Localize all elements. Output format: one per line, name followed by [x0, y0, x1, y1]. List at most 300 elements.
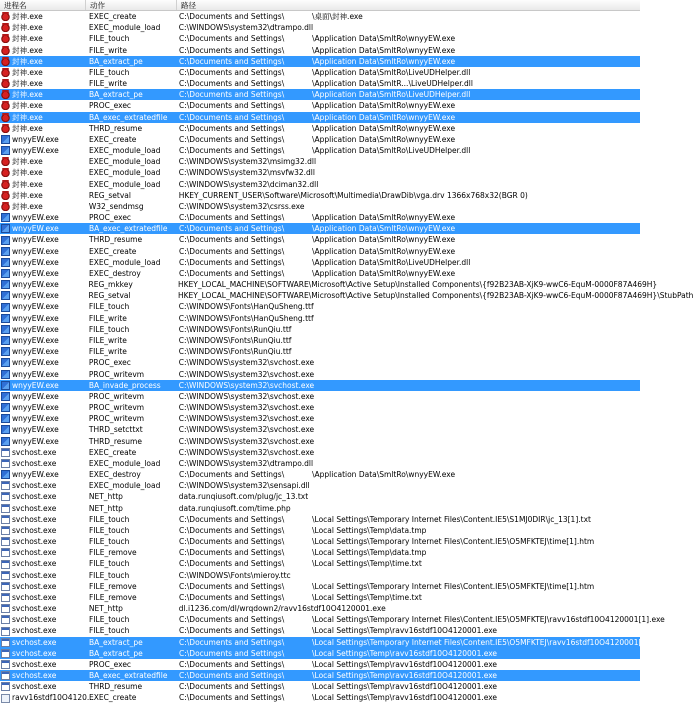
event-row[interactable]: [0, 56, 640, 67]
process-cell: [0, 22, 88, 33]
path-cell: C:\Documents and Settings\: [179, 146, 285, 156]
path-detail-cell: \Local Settings\Temp\ravv16stdf10O4120001.exe: [312, 659, 498, 669]
path-cell: C:\Documents and Settings\: [179, 213, 285, 223]
event-row[interactable]: [0, 67, 640, 78]
action-cell: FILE_touch: [89, 525, 130, 535]
event-row[interactable]: [0, 190, 640, 201]
process-name: svchost.exe: [12, 548, 57, 558]
application-icon: [1, 269, 10, 278]
application-icon: [1, 247, 10, 256]
path-cell: C:\WINDOWS\Fonts\RunQiu.ttf: [178, 335, 292, 345]
process-cell: [0, 89, 88, 100]
application-icon: [1, 280, 10, 289]
path-cell: C:\Documents and Settings\: [179, 224, 285, 234]
path-cell: C:\Documents and Settings\: [179, 693, 285, 703]
action-cell: FILE_touch: [89, 514, 130, 524]
event-row[interactable]: [0, 413, 640, 424]
path-cell: C:\Documents and Settings\: [179, 246, 285, 256]
path-cell: HKEY_CURRENT_USER\Software\Microsoft\Multimedia\DrawDib\vga.drv 1366x768x32(BGR 0): [178, 190, 528, 200]
process-name: 封神.exe: [12, 157, 43, 167]
action-cell: FILE_touch: [88, 324, 130, 334]
service-window-icon: [1, 649, 10, 658]
event-row[interactable]: [0, 301, 640, 312]
application-icon: [1, 370, 10, 379]
event-row[interactable]: [0, 670, 640, 681]
action-cell: BA_exec_extratedfile: [89, 671, 168, 681]
process-cell: [0, 123, 88, 134]
path-cell: C:\WINDOWS\system32\svchost.exe: [178, 414, 315, 424]
path-cell: C:\Documents and Settings\: [179, 34, 285, 44]
event-row[interactable]: [0, 369, 640, 380]
event-row[interactable]: [0, 324, 640, 335]
process-name: wnyyEW.exe: [12, 268, 59, 278]
event-row[interactable]: [0, 681, 640, 692]
process-cell: [0, 413, 88, 424]
application-icon: [1, 325, 10, 334]
action-cell: EXEC_destroy: [89, 470, 141, 480]
process-name: wnyyEW.exe: [12, 280, 59, 290]
malware-process-icon: [1, 113, 10, 122]
process-cell: [0, 614, 88, 625]
event-row[interactable]: [0, 592, 640, 603]
event-row[interactable]: [0, 514, 640, 525]
action-cell: FILE_touch: [89, 626, 130, 636]
path-detail-cell: \Application Data\SmltRo\wnyyEW.exe: [312, 123, 456, 133]
path-cell: C:\Documents and Settings\: [179, 123, 285, 133]
path-cell: C:\WINDOWS\system32\msimg32.dll: [178, 157, 317, 167]
path-cell: C:\WINDOWS\Fonts\RunQiu.ttf: [178, 347, 292, 357]
path-cell: data.runqiusoft.com/plug/jc_13.txt: [178, 492, 309, 502]
process-cell: [0, 514, 88, 525]
action-cell: EXEC_module_load: [88, 481, 161, 491]
path-cell: C:\WINDOWS\Fonts\mieroy.ttc: [178, 570, 291, 580]
path-cell: C:\Documents and Settings\: [179, 79, 285, 89]
process-cell: [0, 402, 88, 413]
path-detail-cell: \Local Settings\Temp\ravv16stdf10O4120001.exe: [312, 682, 498, 692]
process-name: wnyyEW.exe: [12, 347, 59, 357]
event-row[interactable]: [0, 625, 640, 636]
event-row[interactable]: [0, 78, 640, 89]
path-cell: C:\Documents and Settings\: [179, 559, 285, 569]
event-row[interactable]: [0, 145, 640, 156]
action-cell: THRD_resume: [88, 436, 142, 446]
path-cell: C:\Documents and Settings\: [179, 470, 285, 480]
path-cell: C:\Documents and Settings\: [179, 134, 285, 144]
process-cell: [0, 346, 88, 357]
process-cell: [0, 190, 88, 201]
action-cell: REG_setval: [88, 291, 131, 301]
event-row[interactable]: [0, 603, 640, 614]
action-cell: PROC_writevm: [88, 403, 145, 413]
event-row[interactable]: [0, 525, 640, 536]
action-cell: THRD_resume: [89, 682, 143, 692]
process-cell: [0, 592, 88, 603]
event-row[interactable]: [0, 536, 640, 547]
process-name: svchost.exe: [12, 671, 57, 681]
process-name: 封神.exe: [12, 123, 43, 133]
process-name: wnyyEW.exe: [12, 257, 59, 267]
process-cell: [0, 436, 88, 447]
path-cell: C:\WINDOWS\system32\svchost.exe: [178, 447, 315, 457]
event-row[interactable]: [0, 402, 640, 413]
service-window-icon: [1, 682, 10, 691]
process-cell: [0, 637, 88, 648]
application-icon: [1, 414, 10, 423]
process-name: 封神.exe: [12, 90, 43, 100]
event-row[interactable]: [0, 223, 640, 234]
service-window-icon: [1, 481, 10, 490]
path-cell: C:\Documents and Settings\: [179, 101, 285, 111]
path-cell: C:\Documents and Settings\: [179, 525, 285, 535]
process-cell: [0, 45, 88, 56]
action-cell: EXEC_create: [89, 693, 137, 703]
path-detail-cell: \Local Settings\Temp\time.txt: [312, 592, 422, 602]
process-cell: [0, 145, 88, 156]
process-name: wnyyEW.exe: [12, 246, 59, 256]
path-cell: C:\WINDOWS\system32\svchost.exe: [178, 369, 315, 379]
process-name: wnyyEW.exe: [12, 291, 59, 301]
event-row[interactable]: [0, 201, 640, 212]
event-row[interactable]: [0, 246, 640, 257]
path-detail-cell: \Application Data\SmltRo\wnyyEW.exe: [312, 56, 456, 66]
event-row[interactable]: [0, 112, 640, 123]
process-cell: [0, 313, 88, 324]
event-row[interactable]: [0, 424, 640, 435]
event-row[interactable]: [0, 614, 665, 625]
path-detail-cell: \Application Data\SmltR...\LiveUDHelper.dll: [312, 79, 473, 89]
application-icon: [1, 213, 10, 222]
action-cell: THRD_resume: [89, 235, 143, 245]
process-cell: [0, 201, 88, 212]
path-cell: C:\WINDOWS\Fonts\HanQuSheng.ttf: [178, 313, 314, 323]
process-cell: [0, 257, 88, 268]
service-window-icon: [1, 537, 10, 546]
action-cell: THRD_setcttxt: [88, 425, 143, 435]
action-cell: BA_extract_pe: [89, 90, 143, 100]
event-row[interactable]: [0, 100, 640, 111]
event-row[interactable]: [0, 123, 640, 134]
path-cell: C:\WINDOWS\system32\dciman32.dll: [178, 179, 319, 189]
application-icon: [1, 403, 10, 412]
process-cell: [0, 648, 88, 659]
path-cell: C:\Documents and Settings\: [179, 112, 285, 122]
event-row[interactable]: [0, 212, 640, 223]
process-cell: [0, 536, 88, 547]
event-row[interactable]: [0, 547, 640, 558]
process-name: svchost.exe: [12, 481, 57, 491]
event-row[interactable]: [0, 447, 640, 458]
path-cell: C:\WINDOWS\system32\svchost.exe: [178, 436, 315, 446]
path-cell: C:\WINDOWS\system32\csrss.exe: [178, 201, 305, 211]
event-row[interactable]: [0, 257, 640, 268]
event-row[interactable]: [0, 648, 640, 659]
list-header: [0, 0, 640, 11]
event-row[interactable]: [0, 335, 640, 346]
service-window-icon: [1, 571, 10, 580]
action-cell: PROC_exec: [88, 358, 131, 368]
path-cell: HKEY_LOCAL_MACHINE\SOFTWARE\Microsoft\Active Setup\Installed Components\{f92B23AB-XjK9-wwC6-EquM-0000F87A469H}: [178, 280, 658, 290]
process-name: svchost.exe: [12, 659, 57, 669]
action-cell: FILE_remove: [89, 548, 137, 558]
event-row[interactable]: [0, 380, 640, 391]
path-cell: C:\Documents and Settings\: [179, 615, 285, 625]
event-row[interactable]: [0, 692, 640, 703]
event-row[interactable]: [0, 346, 640, 357]
action-cell: BA_extract_pe: [89, 648, 143, 658]
process-name: wnyyEW.exe: [12, 414, 59, 424]
path-cell: C:\Documents and Settings\: [179, 67, 285, 77]
event-row[interactable]: [0, 167, 640, 178]
application-icon: [1, 392, 10, 401]
process-name: wnyyEW.exe: [12, 436, 59, 446]
path-cell: C:\Documents and Settings\: [179, 235, 285, 245]
application-icon: [1, 236, 10, 245]
column-header-process[interactable]: 进程名: [0, 0, 86, 10]
path-cell: C:\WINDOWS\Fonts\HanQuSheng.ttf: [178, 302, 314, 312]
action-cell: BA_extract_pe: [89, 56, 143, 66]
process-cell: [0, 234, 88, 245]
process-name: 封神.exe: [12, 79, 43, 89]
process-cell: [0, 67, 88, 78]
application-icon: [1, 358, 10, 367]
path-detail-cell: \Application Data\SmltRo\wnyyEW.exe: [312, 34, 456, 44]
path-cell: C:\Documents and Settings\: [179, 626, 285, 636]
event-row[interactable]: [0, 570, 640, 581]
event-row[interactable]: [0, 313, 640, 324]
event-row[interactable]: [0, 234, 640, 245]
process-name: wnyyEW.exe: [12, 324, 59, 334]
process-name: 封神.exe: [12, 112, 43, 122]
process-cell: [0, 692, 95, 703]
service-window-icon: [1, 593, 10, 602]
path-cell: C:\WINDOWS\system32\dtrampo.dll: [178, 23, 314, 33]
event-row[interactable]: [0, 436, 640, 447]
path-cell: C:\Documents and Settings\: [179, 548, 285, 558]
action-cell: FILE_write: [88, 335, 127, 345]
malware-process-icon: [1, 46, 10, 55]
path-cell: C:\Documents and Settings\: [179, 514, 285, 524]
process-cell: [0, 547, 88, 558]
path-cell: C:\Documents and Settings\: [179, 581, 285, 591]
action-cell: PROC_exec: [89, 101, 132, 111]
path-cell: C:\Documents and Settings\: [179, 659, 285, 669]
event-row[interactable]: [0, 357, 640, 368]
process-name: svchost.exe: [12, 592, 57, 602]
application-icon: [1, 347, 10, 356]
process-name: svchost.exe: [12, 514, 57, 524]
event-row[interactable]: [0, 558, 640, 569]
path-cell: C:\WINDOWS\system32\svchost.exe: [178, 403, 315, 413]
event-row[interactable]: [0, 156, 640, 167]
process-cell: [0, 469, 88, 480]
path-cell: C:\Documents and Settings\: [179, 537, 285, 547]
path-cell: dl.i1236.com/dl/wrqdown2/ravv16stdf10O4120001.exe: [178, 604, 386, 614]
action-cell: EXEC_create: [88, 447, 137, 457]
event-row[interactable]: [0, 179, 640, 190]
path-detail-cell: \Application Data\SmltRo\LiveUDHelper.dll: [312, 146, 471, 156]
path-detail-cell: \Application Data\SmltRo\wnyyEW.exe: [312, 235, 456, 245]
process-name: wnyyEW.exe: [12, 369, 59, 379]
application-icon: [1, 135, 10, 144]
malware-process-icon: [1, 90, 10, 99]
service-window-icon: [1, 448, 10, 457]
path-detail-cell: \Local Settings\Temp\time.txt: [312, 559, 422, 569]
action-cell: FILE_touch: [88, 302, 130, 312]
path-detail-cell: \Application Data\SmltRo\wnyyEW.exe: [312, 134, 456, 144]
path-cell: C:\Documents and Settings\: [179, 56, 285, 66]
path-cell: C:\Documents and Settings\: [179, 671, 285, 681]
path-detail-cell: \Application Data\SmltRo\wnyyEW.exe: [312, 224, 456, 234]
action-cell: THRD_resume: [89, 123, 143, 133]
application-icon: [1, 470, 10, 479]
event-row[interactable]: [0, 480, 640, 491]
path-cell: C:\WINDOWS\system32\svchost.exe: [178, 425, 315, 435]
action-cell: EXEC_create: [89, 12, 137, 21]
process-name: 封神.exe: [12, 190, 43, 200]
event-row[interactable]: [0, 134, 640, 145]
action-cell: EXEC_module_load: [89, 146, 161, 156]
malware-process-icon: [1, 101, 10, 110]
process-cell: [0, 603, 88, 614]
event-row[interactable]: [0, 469, 640, 480]
process-name: 封神.exe: [12, 101, 43, 111]
malware-process-icon: [1, 68, 10, 77]
process-cell: [0, 78, 88, 89]
event-row[interactable]: [0, 22, 640, 33]
path-detail-cell: \Application Data\SmltRo\wnyyEW.exe: [312, 45, 456, 55]
action-cell: FILE_touch: [89, 34, 130, 44]
event-row[interactable]: [0, 491, 640, 502]
action-cell: EXEC_module_load: [88, 168, 161, 178]
column-header-path[interactable]: 路径: [181, 1, 196, 10]
action-cell: EXEC_module_load: [88, 23, 161, 33]
event-row[interactable]: [0, 33, 640, 44]
process-name: 封神.exe: [12, 23, 43, 33]
path-detail-cell: \Local Settings\Temp\ravv16stdf10O4120001.exe: [312, 648, 498, 658]
process-name: svchost.exe: [12, 503, 57, 513]
process-cell: [0, 268, 88, 279]
process-cell: [0, 447, 88, 458]
path-cell: C:\Documents and Settings\: [179, 45, 285, 55]
process-name: wnyyEW.exe: [12, 470, 59, 480]
column-header-action[interactable]: 动作: [86, 0, 177, 10]
path-cell: C:\Documents and Settings\: [179, 90, 285, 100]
process-cell: [0, 100, 88, 111]
process-name: wnyyEW.exe: [12, 358, 59, 368]
process-name: svchost.exe: [12, 492, 57, 502]
process-name: svchost.exe: [12, 682, 57, 692]
event-row[interactable]: [0, 290, 693, 301]
action-cell: BA_exec_extratedfile: [89, 224, 168, 234]
action-cell: W32_sendmsg: [88, 201, 144, 211]
process-name: svchost.exe: [12, 604, 57, 614]
path-detail-cell: \Local Settings\Temporary Internet Files\Content.IE5\O5MFKTEJ\ravv16stdf10O4120001[1].exe: [312, 637, 665, 647]
process-name: 封神.exe: [12, 67, 43, 77]
event-row[interactable]: [0, 45, 640, 56]
action-cell: FILE_write: [88, 313, 127, 323]
path-cell: C:\Documents and Settings\: [179, 592, 285, 602]
action-cell: PROC_exec: [89, 213, 132, 223]
path-cell: C:\WINDOWS\system32\svchost.exe: [178, 380, 315, 390]
service-window-icon: [1, 604, 10, 613]
process-cell: [0, 369, 88, 380]
event-row[interactable]: [0, 391, 640, 402]
process-cell: [0, 491, 88, 502]
process-name: wnyyEW.exe: [12, 235, 59, 245]
service-window-icon: [1, 526, 10, 535]
process-cell: [0, 156, 88, 167]
path-detail-cell: \桌面\封神.exe: [312, 12, 363, 21]
process-name: svchost.exe: [12, 648, 57, 658]
process-name: wnyyEW.exe: [12, 146, 59, 156]
action-cell: BA_extract_pe: [89, 637, 143, 647]
process-cell: [0, 391, 88, 402]
service-window-icon: [1, 627, 10, 636]
path-detail-cell: \Application Data\SmltRo\wnyyEW.exe: [312, 112, 456, 122]
event-row[interactable]: [0, 503, 640, 514]
path-detail-cell: \Local Settings\Temporary Internet Files\Content.IE5\O5MFKTEJ\time[1].htm: [312, 581, 595, 591]
process-name: svchost.exe: [12, 626, 57, 636]
action-cell: PROC_writevm: [88, 369, 145, 379]
process-cell: [0, 659, 88, 670]
process-name: svchost.exe: [12, 581, 57, 591]
path-cell: C:\Documents and Settings\: [179, 257, 285, 267]
malware-process-icon: [1, 79, 10, 88]
event-row[interactable]: [0, 11, 640, 22]
process-cell: [0, 33, 88, 44]
action-cell: EXEC_module_load: [89, 257, 161, 267]
process-cell: [0, 279, 88, 290]
path-cell: C:\Documents and Settings\: [179, 637, 285, 647]
path-cell: C:\WINDOWS\system32\svchost.exe: [178, 391, 315, 401]
application-icon: [1, 258, 10, 267]
process-name: wnyyEW.exe: [12, 403, 59, 413]
malware-process-icon: [1, 191, 10, 200]
event-row[interactable]: [0, 89, 640, 100]
process-cell: [0, 11, 88, 22]
action-cell: FILE_touch: [89, 559, 130, 569]
event-row[interactable]: [0, 659, 640, 670]
process-name: svchost.exe: [12, 615, 57, 625]
process-cell: [0, 581, 88, 592]
application-icon: [1, 303, 10, 312]
action-cell: EXEC_create: [89, 246, 137, 256]
malware-process-icon: [1, 12, 10, 21]
path-detail-cell: \Local Settings\Temporary Internet Files\Content.IE5\S1MJ0DIR\jc_13[1].txt: [312, 514, 591, 524]
event-row[interactable]: [0, 279, 658, 290]
process-name: wnyyEW.exe: [12, 380, 59, 390]
process-name: wnyyEW.exe: [12, 425, 59, 435]
process-name: wnyyEW.exe: [12, 224, 59, 234]
action-cell: NET_http: [88, 492, 123, 502]
path-cell: C:\WINDOWS\system32\dtrampo.dll: [178, 458, 314, 468]
action-cell: EXEC_module_load: [88, 179, 161, 189]
malware-process-icon: [1, 168, 10, 177]
process-cell: [0, 558, 88, 569]
event-row[interactable]: [0, 458, 640, 469]
event-row[interactable]: [0, 581, 640, 592]
process-name: 封神.exe: [12, 56, 43, 66]
application-icon: [1, 314, 10, 323]
path-detail-cell: \Application Data\SmltRo\LiveUDHelper.dll: [312, 67, 471, 77]
event-row[interactable]: [0, 637, 665, 648]
path-detail-cell: \Application Data\SmltRo\LiveUDHelper.dll: [312, 90, 471, 100]
path-cell: C:\Documents and Settings\: [179, 682, 285, 692]
event-row[interactable]: [0, 268, 640, 279]
action-cell: NET_http: [88, 503, 123, 513]
process-name: wnyyEW.exe: [12, 302, 59, 312]
path-cell: C:\Documents and Settings\: [179, 268, 285, 278]
